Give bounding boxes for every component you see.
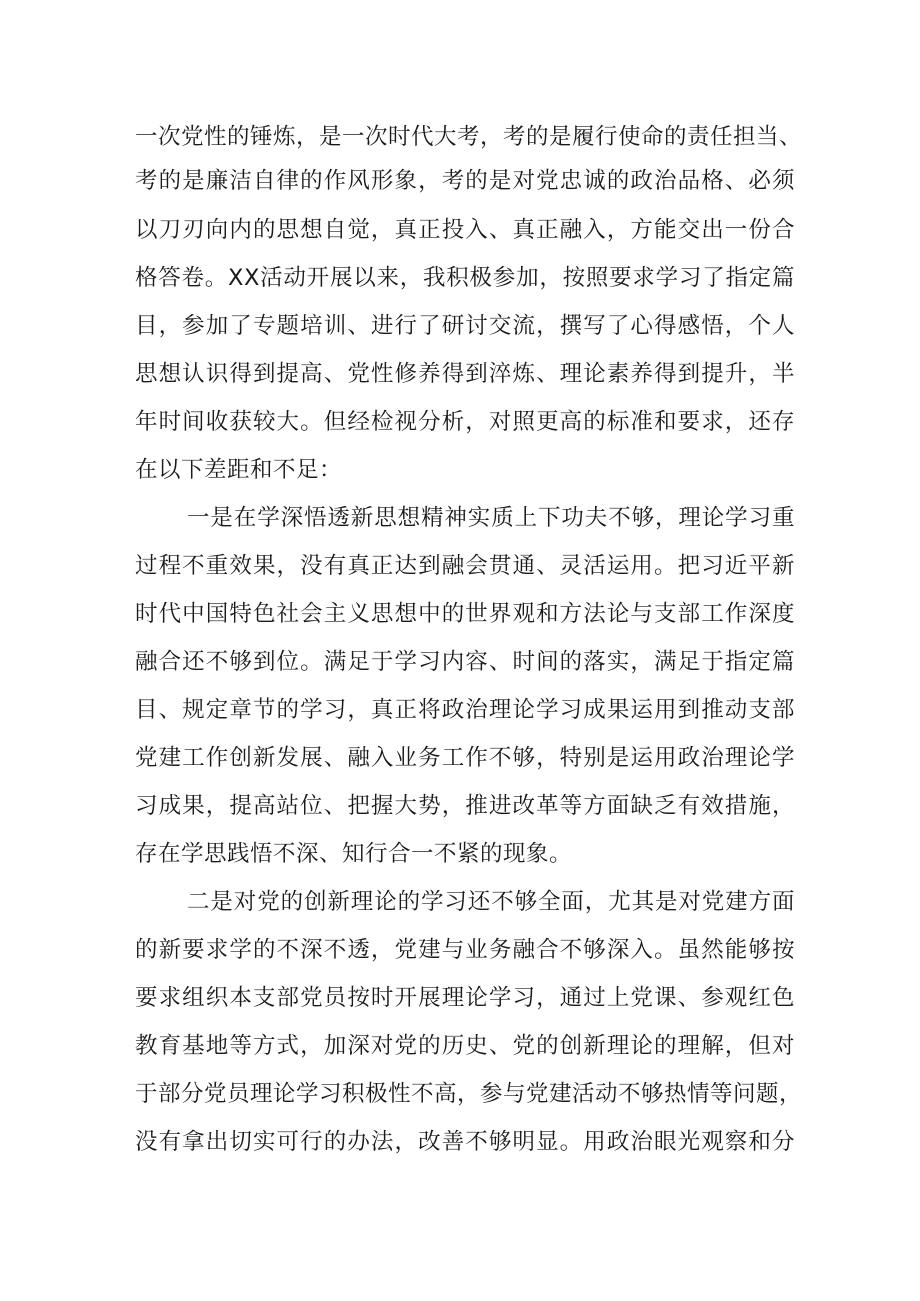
text-line: 没有拿出切实可行的办法，改善不够明显。用政治眼光观察和分 (135, 1129, 795, 1155)
text-line: 年时间收获较大。但经检视分析，对照更高的标准和要求，还存 (135, 409, 795, 435)
text-line: 教育基地等方式，加深对党的历史、党的创新理论的理解，但对 (135, 1033, 795, 1059)
text-line: 一次党性的锤炼，是一次时代大考，考的是履行使命的责任担当、 (135, 124, 803, 150)
text-line: 考的是廉洁自律的作风形象，考的是对党忠诚的政治品格、必须 (135, 168, 795, 194)
text-line: 的新要求学的不深不透，党建与业务融合不够深入。虽然能够按 (135, 937, 795, 963)
text-line: 目、规定章节的学习，真正将政治理论学习成果运用到推动支部 (135, 697, 795, 723)
text-line: 在以下差距和不足： (135, 457, 343, 483)
text-line: 一是在学深悟透新思想精神实质上下功夫不够，理论学习重 (187, 505, 795, 531)
text-line: 思想认识得到提高、党性修养得到淬炼、理论素养得到提升，半 (135, 361, 795, 387)
text-line: 时代中国特色社会主义思想中的世界观和方法论与支部工作深度 (135, 601, 795, 627)
text-line: 二是对党的创新理论的学习还不够全面，尤其是对党建方面 (187, 889, 795, 915)
text-line: 以刀刃向内的思想自觉，真正投入、真正融入，方能交出一份合 (135, 217, 795, 243)
text-line: 存在学思践悟不深、知行合一不紧的现象。 (135, 841, 573, 867)
text-line: 融合还不够到位。满足于学习内容、时间的落实，满足于指定篇 (135, 649, 795, 675)
text-line: 格答卷。XX活动开展以来，我积极参加，按照要求学习了指定篇 (135, 265, 795, 291)
text-line: 要求组织本支部党员按时开展理论学习，通过上党课、参观红色 (135, 985, 795, 1011)
text-line: 目，参加了专题培训、进行了研讨交流，撰写了心得感悟，个人 (135, 313, 795, 339)
text-line: 过程不重效果，没有真正达到融会贯通、灵活运用。把习近平新 (135, 553, 795, 579)
text-line: 党建工作创新发展、融入业务工作不够，特别是运用政治理论学 (135, 745, 795, 771)
text-line: 于部分党员理论学习积极性不高，参与党建活动不够热情等问题， (135, 1081, 803, 1107)
text-line: 习成果，提高站位、把握大势，推进改革等方面缺乏有效措施， (135, 793, 795, 819)
